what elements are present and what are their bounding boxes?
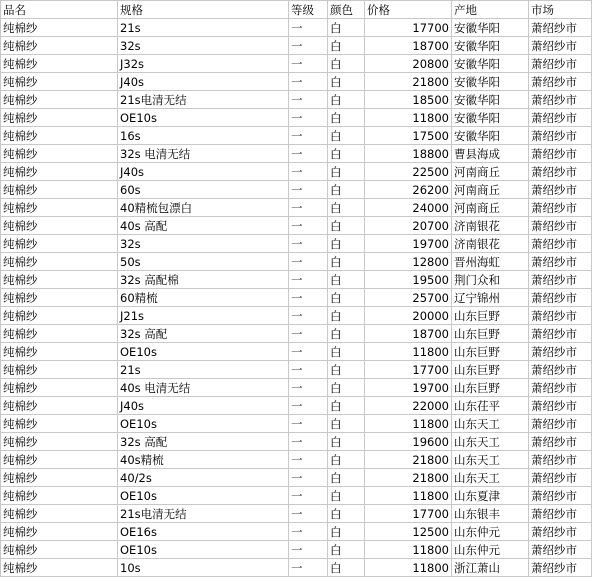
cell-market[interactable]: 萧绍纱市 (529, 415, 592, 433)
table-row (1, 127, 592, 145)
cell-origin[interactable]: 山东天工 (452, 415, 529, 433)
cell-origin[interactable]: 河南商丘 (452, 199, 529, 217)
cell-spec[interactable]: 32s 高配 (118, 433, 289, 451)
cell-grade[interactable]: 一 (289, 55, 328, 73)
cell-product-name[interactable]: 纯棉纱 (1, 469, 118, 487)
cell-color[interactable]: 白 (328, 361, 365, 379)
header-color[interactable]: 颜色 (328, 1, 365, 19)
cell-price[interactable]: 11800 (365, 487, 452, 505)
cell-spec[interactable]: 21s (118, 19, 289, 37)
table-row (1, 91, 592, 109)
cell-grade[interactable]: 一 (289, 199, 328, 217)
cell-market[interactable]: 萧绍纱市 (529, 91, 592, 109)
cell-origin[interactable]: 浙江萧山 (452, 559, 529, 577)
cell-color[interactable]: 白 (328, 271, 365, 289)
table-row (1, 235, 592, 253)
cell-spec[interactable]: OE10s (118, 343, 289, 361)
cell-spec[interactable]: OE10s (118, 109, 289, 127)
cell-spec[interactable]: OE10s (118, 487, 289, 505)
table-row (1, 379, 592, 397)
table-row (1, 487, 592, 505)
cell-market[interactable]: 萧绍纱市 (529, 55, 592, 73)
cell-grade[interactable]: 一 (289, 379, 328, 397)
cell-market[interactable]: 萧绍纱市 (529, 307, 592, 325)
cell-market[interactable]: 萧绍纱市 (529, 487, 592, 505)
cell-grade[interactable]: 一 (289, 415, 328, 433)
header-product-name[interactable]: 品名 (1, 1, 118, 19)
cell-grade[interactable]: 一 (289, 451, 328, 469)
cell-product-name[interactable]: 纯棉纱 (1, 415, 118, 433)
cell-price[interactable]: 20000 (365, 307, 452, 325)
cell-grade[interactable]: 一 (289, 505, 328, 523)
cell-color[interactable]: 白 (328, 505, 365, 523)
cell-color[interactable]: 白 (328, 19, 365, 37)
cell-spec[interactable]: 32s (118, 235, 289, 253)
cell-color[interactable]: 白 (328, 217, 365, 235)
cell-product-name[interactable]: 纯棉纱 (1, 343, 118, 361)
cell-price[interactable]: 18700 (365, 325, 452, 343)
cell-market[interactable]: 萧绍纱市 (529, 253, 592, 271)
table-row (1, 289, 592, 307)
cell-product-name[interactable]: 纯棉纱 (1, 325, 118, 343)
cell-product-name[interactable]: 纯棉纱 (1, 451, 118, 469)
cell-origin[interactable]: 安徽华阳 (452, 37, 529, 55)
table-row (1, 55, 592, 73)
cell-price[interactable]: 21800 (365, 451, 452, 469)
cell-price[interactable]: 26200 (365, 181, 452, 199)
cell-origin[interactable]: 安徽华阳 (452, 91, 529, 109)
cell-market[interactable]: 萧绍纱市 (529, 181, 592, 199)
cell-product-name[interactable]: 纯棉纱 (1, 73, 118, 91)
cell-origin[interactable]: 安徽华阳 (452, 73, 529, 91)
header-origin[interactable]: 产地 (452, 1, 529, 19)
cell-origin[interactable]: 山东天工 (452, 433, 529, 451)
cell-market[interactable]: 萧绍纱市 (529, 271, 592, 289)
cell-product-name[interactable]: 纯棉纱 (1, 505, 118, 523)
cell-product-name[interactable]: 纯棉纱 (1, 37, 118, 55)
cell-market[interactable]: 萧绍纱市 (529, 37, 592, 55)
cell-spec[interactable]: OE10s (118, 541, 289, 559)
cell-spec[interactable]: J40s (118, 163, 289, 181)
cell-grade[interactable]: 一 (289, 487, 328, 505)
cell-color[interactable]: 白 (328, 55, 365, 73)
table-row (1, 217, 592, 235)
cell-grade[interactable]: 一 (289, 541, 328, 559)
table-row (1, 505, 592, 523)
cell-market[interactable]: 萧绍纱市 (529, 505, 592, 523)
cell-grade[interactable]: 一 (289, 271, 328, 289)
table-row (1, 469, 592, 487)
cell-grade[interactable]: 一 (289, 433, 328, 451)
cell-spec[interactable]: 40/2s (118, 469, 289, 487)
cell-market[interactable]: 萧绍纱市 (529, 127, 592, 145)
cell-grade[interactable]: 一 (289, 127, 328, 145)
cell-price[interactable]: 18800 (365, 145, 452, 163)
cell-product-name[interactable]: 纯棉纱 (1, 361, 118, 379)
cell-spec[interactable]: 50s (118, 253, 289, 271)
table-row (1, 163, 592, 181)
cell-spec[interactable]: OE16s (118, 523, 289, 541)
cell-origin[interactable]: 济南银花 (452, 235, 529, 253)
cell-color[interactable]: 白 (328, 523, 365, 541)
cell-color[interactable]: 白 (328, 397, 365, 415)
cell-price[interactable]: 22000 (365, 397, 452, 415)
cell-color[interactable]: 白 (328, 145, 365, 163)
cell-market[interactable]: 萧绍纱市 (529, 163, 592, 181)
cell-product-name[interactable]: 纯棉纱 (1, 109, 118, 127)
cell-market[interactable]: 萧绍纱市 (529, 19, 592, 37)
cell-price[interactable]: 17500 (365, 127, 452, 145)
cell-product-name[interactable]: 纯棉纱 (1, 127, 118, 145)
cell-product-name[interactable]: 纯棉纱 (1, 199, 118, 217)
cell-price[interactable]: 21800 (365, 469, 452, 487)
cell-price[interactable]: 11800 (365, 541, 452, 559)
cell-color[interactable]: 白 (328, 433, 365, 451)
cell-price[interactable]: 17700 (365, 361, 452, 379)
cell-spec[interactable]: 21s (118, 361, 289, 379)
cell-price[interactable]: 19600 (365, 433, 452, 451)
cell-market[interactable]: 萧绍纱市 (529, 289, 592, 307)
table-row (1, 307, 592, 325)
cell-market[interactable]: 萧绍纱市 (529, 217, 592, 235)
cell-price[interactable]: 25700 (365, 289, 452, 307)
cell-grade[interactable]: 一 (289, 397, 328, 415)
cell-spec[interactable]: 60s (118, 181, 289, 199)
cell-origin[interactable]: 安徽华阳 (452, 19, 529, 37)
table-row (1, 397, 592, 415)
cell-product-name[interactable]: 纯棉纱 (1, 163, 118, 181)
cell-color[interactable]: 白 (328, 289, 365, 307)
cell-price[interactable]: 20800 (365, 55, 452, 73)
cell-color[interactable]: 白 (328, 235, 365, 253)
cell-origin[interactable]: 山东茌平 (452, 397, 529, 415)
cell-product-name[interactable]: 纯棉纱 (1, 307, 118, 325)
cell-price[interactable]: 22500 (365, 163, 452, 181)
cell-product-name[interactable]: 纯棉纱 (1, 217, 118, 235)
cell-color[interactable]: 白 (328, 379, 365, 397)
table-row (1, 271, 592, 289)
cell-grade[interactable]: 一 (289, 253, 328, 271)
cell-product-name[interactable]: 纯棉纱 (1, 235, 118, 253)
cell-color[interactable]: 白 (328, 559, 365, 577)
table-row (1, 523, 592, 541)
cell-color[interactable]: 白 (328, 253, 365, 271)
header-price[interactable]: 价格 (365, 1, 452, 19)
cell-color[interactable]: 白 (328, 325, 365, 343)
table-row (1, 415, 592, 433)
cell-grade[interactable]: 一 (289, 37, 328, 55)
cell-spec[interactable]: 40s 高配 (118, 217, 289, 235)
cell-price[interactable]: 11800 (365, 415, 452, 433)
table-row (1, 73, 592, 91)
cell-price[interactable]: 11800 (365, 559, 452, 577)
cell-grade[interactable]: 一 (289, 109, 328, 127)
cell-price[interactable]: 11800 (365, 343, 452, 361)
cell-product-name[interactable]: 纯棉纱 (1, 145, 118, 163)
cell-product-name[interactable]: 纯棉纱 (1, 181, 118, 199)
cell-product-name[interactable]: 纯棉纱 (1, 433, 118, 451)
cell-spec[interactable]: 16s (118, 127, 289, 145)
cell-grade[interactable]: 一 (289, 289, 328, 307)
table-row (1, 199, 592, 217)
cell-grade[interactable]: 一 (289, 325, 328, 343)
cell-price[interactable]: 17700 (365, 19, 452, 37)
cell-origin[interactable]: 山东夏津 (452, 487, 529, 505)
cell-origin[interactable]: 辽宁锦州 (452, 289, 529, 307)
cell-color[interactable]: 白 (328, 163, 365, 181)
cell-spec[interactable]: 10s (118, 559, 289, 577)
cell-color[interactable]: 白 (328, 127, 365, 145)
cell-spec[interactable]: 40s 电清无结 (118, 379, 289, 397)
cell-market[interactable]: 萧绍纱市 (529, 523, 592, 541)
cell-grade[interactable]: 一 (289, 523, 328, 541)
cell-color[interactable]: 白 (328, 109, 365, 127)
cell-spec[interactable]: 32s 高配棉 (118, 271, 289, 289)
header-spec[interactable]: 规格 (118, 1, 289, 19)
cell-market[interactable]: 萧绍纱市 (529, 73, 592, 91)
cell-color[interactable]: 白 (328, 343, 365, 361)
cell-spec[interactable]: J40s (118, 73, 289, 91)
cell-price[interactable]: 12800 (365, 253, 452, 271)
table-row (1, 145, 592, 163)
cell-color[interactable]: 白 (328, 307, 365, 325)
cell-product-name[interactable]: 纯棉纱 (1, 541, 118, 559)
cell-origin[interactable]: 山东巨野 (452, 379, 529, 397)
cell-spec[interactable]: 32s 高配 (118, 325, 289, 343)
cell-grade[interactable]: 一 (289, 235, 328, 253)
cell-color[interactable]: 白 (328, 73, 365, 91)
cell-spec[interactable]: 32s 电清无结 (118, 145, 289, 163)
cell-price[interactable]: 11800 (365, 109, 452, 127)
cell-product-name[interactable]: 纯棉纱 (1, 289, 118, 307)
cell-color[interactable]: 白 (328, 199, 365, 217)
cell-color[interactable]: 白 (328, 487, 365, 505)
cell-origin[interactable]: 山东巨野 (452, 361, 529, 379)
cell-origin[interactable]: 山东巨野 (452, 343, 529, 361)
cell-color[interactable]: 白 (328, 451, 365, 469)
cell-origin[interactable]: 河南商丘 (452, 181, 529, 199)
table-row (1, 433, 592, 451)
table-row (1, 451, 592, 469)
header-grade[interactable]: 等级 (289, 1, 328, 19)
cell-origin[interactable]: 荆门众和 (452, 271, 529, 289)
cell-market[interactable]: 萧绍纱市 (529, 451, 592, 469)
table-row (1, 559, 592, 577)
cell-origin[interactable]: 山东仲元 (452, 541, 529, 559)
cell-origin[interactable]: 河南商丘 (452, 163, 529, 181)
cell-grade[interactable]: 一 (289, 145, 328, 163)
cell-color[interactable]: 白 (328, 415, 365, 433)
cell-grade[interactable]: 一 (289, 19, 328, 37)
cell-market[interactable]: 萧绍纱市 (529, 433, 592, 451)
cell-grade[interactable]: 一 (289, 559, 328, 577)
cell-grade[interactable]: 一 (289, 343, 328, 361)
header-row (1, 1, 592, 19)
cell-spec[interactable]: J21s (118, 307, 289, 325)
cell-price[interactable]: 19700 (365, 235, 452, 253)
cell-product-name[interactable]: 纯棉纱 (1, 91, 118, 109)
cell-product-name[interactable]: 纯棉纱 (1, 253, 118, 271)
cell-price[interactable]: 21800 (365, 73, 452, 91)
cell-grade[interactable]: 一 (289, 307, 328, 325)
cell-market[interactable]: 萧绍纱市 (529, 361, 592, 379)
cell-grade[interactable]: 一 (289, 217, 328, 235)
table-row (1, 181, 592, 199)
cell-origin[interactable]: 山东天工 (452, 469, 529, 487)
cell-product-name[interactable]: 纯棉纱 (1, 487, 118, 505)
cell-product-name[interactable]: 纯棉纱 (1, 523, 118, 541)
cell-origin[interactable]: 山东巨野 (452, 325, 529, 343)
cell-grade[interactable]: 一 (289, 469, 328, 487)
cell-market[interactable]: 萧绍纱市 (529, 469, 592, 487)
table-row (1, 361, 592, 379)
cell-market[interactable]: 萧绍纱市 (529, 559, 592, 577)
cell-origin[interactable]: 安徽华阳 (452, 109, 529, 127)
cell-origin[interactable]: 济南银花 (452, 217, 529, 235)
cell-origin[interactable]: 安徽华阳 (452, 127, 529, 145)
cell-price[interactable]: 18700 (365, 37, 452, 55)
cell-color[interactable]: 白 (328, 37, 365, 55)
cell-origin[interactable]: 山东仲元 (452, 523, 529, 541)
cell-grade[interactable]: 一 (289, 181, 328, 199)
table-row (1, 109, 592, 127)
cell-color[interactable]: 白 (328, 181, 365, 199)
cell-spec[interactable]: 60精梳 (118, 289, 289, 307)
table-row (1, 325, 592, 343)
cell-price[interactable]: 17700 (365, 505, 452, 523)
table-row (1, 37, 592, 55)
header-market[interactable]: 市场 (529, 1, 592, 19)
cell-price[interactable]: 19700 (365, 379, 452, 397)
cell-market[interactable]: 萧绍纱市 (529, 109, 592, 127)
cell-market[interactable]: 萧绍纱市 (529, 145, 592, 163)
cell-product-name[interactable]: 纯棉纱 (1, 397, 118, 415)
cell-color[interactable]: 白 (328, 91, 365, 109)
cell-market[interactable]: 萧绍纱市 (529, 397, 592, 415)
cell-price[interactable]: 12500 (365, 523, 452, 541)
cell-spec[interactable]: OE10s (118, 415, 289, 433)
cell-spec[interactable]: J40s (118, 397, 289, 415)
cell-grade[interactable]: 一 (289, 163, 328, 181)
cell-product-name[interactable]: 纯棉纱 (1, 19, 118, 37)
cell-origin[interactable]: 山东银丰 (452, 505, 529, 523)
cell-market[interactable]: 萧绍纱市 (529, 199, 592, 217)
cell-price[interactable]: 20700 (365, 217, 452, 235)
cell-spec[interactable]: 40s精梳 (118, 451, 289, 469)
cell-color[interactable]: 白 (328, 541, 365, 559)
cell-origin[interactable]: 山东巨野 (452, 307, 529, 325)
cell-spec[interactable]: J32s (118, 55, 289, 73)
table-row (1, 343, 592, 361)
cell-origin[interactable]: 山东天工 (452, 451, 529, 469)
cell-price[interactable]: 24000 (365, 199, 452, 217)
cell-spec[interactable]: 32s (118, 37, 289, 55)
cell-spec[interactable]: 40精梳包漂白 (118, 199, 289, 217)
table-row (1, 19, 592, 37)
cell-grade[interactable]: 一 (289, 91, 328, 109)
cell-market[interactable]: 萧绍纱市 (529, 379, 592, 397)
cell-origin[interactable]: 安徽华阳 (452, 55, 529, 73)
table-row (1, 253, 592, 271)
cell-market[interactable]: 萧绍纱市 (529, 541, 592, 559)
cell-origin[interactable]: 曹县海成 (452, 145, 529, 163)
cell-price[interactable]: 18500 (365, 91, 452, 109)
cell-price[interactable]: 19500 (365, 271, 452, 289)
cell-grade[interactable]: 一 (289, 361, 328, 379)
cell-spec[interactable]: 21s电清无结 (118, 91, 289, 109)
cell-color[interactable]: 白 (328, 469, 365, 487)
cell-origin[interactable]: 晋州海虹 (452, 253, 529, 271)
cell-product-name[interactable]: 纯棉纱 (1, 379, 118, 397)
cell-market[interactable]: 萧绍纱市 (529, 343, 592, 361)
cell-product-name[interactable]: 纯棉纱 (1, 559, 118, 577)
cell-market[interactable]: 萧绍纱市 (529, 325, 592, 343)
table-row (1, 541, 592, 559)
cell-product-name[interactable]: 纯棉纱 (1, 271, 118, 289)
cell-spec[interactable]: 21s电清无结 (118, 505, 289, 523)
cell-grade[interactable]: 一 (289, 73, 328, 91)
cell-product-name[interactable]: 纯棉纱 (1, 55, 118, 73)
cell-market[interactable]: 萧绍纱市 (529, 235, 592, 253)
table-body (1, 19, 592, 577)
